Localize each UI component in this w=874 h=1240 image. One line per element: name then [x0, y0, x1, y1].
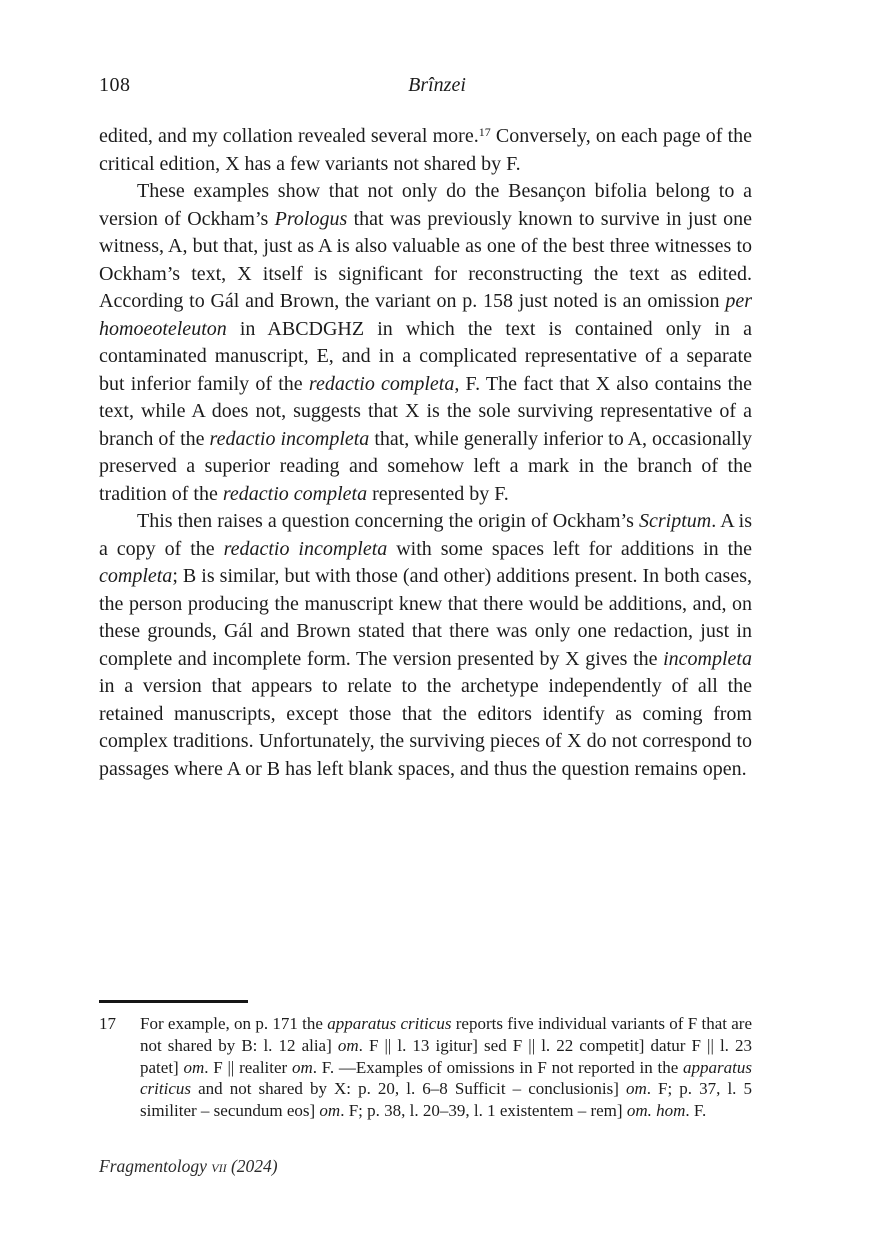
text-segment: edited, and my collation revealed several more.: [99, 125, 479, 147]
text-segment: apparatus criticus: [140, 1057, 752, 1099]
text-segment: For example, on p. 171 the: [140, 1014, 328, 1033]
text-segment: . F. —Examples of omissions in F not reported in the: [312, 1057, 684, 1077]
text-segment: redactio completa: [222, 482, 368, 505]
text-segment: in a version that appears to relate to the archetype independently of all the retained manuscripts, except those that the editors identify as coming from complex traditions. Unfortunately, the surviving pieces of X do not correspond to passages where A or B has left blank spaces, and thus the question remains open.: [99, 675, 752, 780]
journal-footer-line: [99, 1156, 278, 1176]
text-segment: . F || l. 13 igitur] sed F || l. 22 competit] datur F || l. 23 patet]: [140, 1035, 752, 1077]
text-segment: These examples show that not only do the Besançon bifolia belong to a version of Ockham’s: [99, 180, 752, 230]
footnote-list: [99, 1013, 752, 1122]
journal-footer: [99, 1156, 278, 1177]
text-segment: om. hom: [626, 1101, 686, 1121]
text-segment: per homoeoteleuton: [99, 290, 752, 340]
text-segment: Conversely, on each page of the critical edition, X has a few variants not shared by F.: [99, 125, 753, 175]
footnote-number: 17: [99, 1014, 116, 1033]
text-segment: reports five individual variants of F that are not shared by B: l. 12 alia]: [140, 1014, 753, 1055]
text-segment: ; B is similar, but with those (and other) additions present. In both cases, the person producing the manuscript knew that there would be additions, and, on these grounds, Gál and Brown stated that there was only one redaction, just in complete and incomplete form. The version presented by X gives the: [99, 565, 752, 670]
page-header: [0, 74, 874, 102]
text-segment: . F; p. 37, l. 5 similiter – secundum eos]: [140, 1079, 752, 1121]
footnote-rule: [99, 1000, 248, 1003]
paragraph: [99, 178, 752, 508]
text-segment: that was previously known to survive in just one witness, A, but that, just as A is also valuable as one of the best three witnesses to Ockham’s text, X itself is significant for reconstructing the text as edited. According to Gál and Brown, the variant on p. 158 just noted is an omission: [99, 207, 752, 312]
text-segment: redactio incompleta: [223, 537, 388, 560]
text-segment: om: [291, 1057, 313, 1077]
page-number: 108: [99, 74, 131, 96]
text-segment: apparatus criticus: [327, 1014, 452, 1033]
paragraph: [99, 123, 752, 178]
text-segment: om: [625, 1079, 647, 1099]
text-segment: . F.: [685, 1101, 707, 1121]
text-segment: with some spaces left for additions in the: [387, 537, 753, 560]
text-segment: Prologus: [274, 207, 348, 230]
text-segment: . A is a copy of the: [99, 510, 752, 560]
text-segment: Fragmentology: [99, 1156, 212, 1176]
text-segment: redactio completa: [308, 372, 455, 395]
text-segment: . F || realiter: [204, 1057, 292, 1077]
footnote-ref: 17: [478, 125, 491, 139]
text-segment: om: [337, 1035, 359, 1055]
footnote-text: [140, 1014, 752, 1120]
footnote-section: [99, 1000, 752, 1122]
text-segment: represented by F.: [367, 482, 509, 505]
paragraph: [99, 508, 752, 783]
text-segment: Scriptum: [639, 510, 712, 532]
text-segment: om: [183, 1057, 205, 1077]
article-body: [99, 123, 752, 783]
text-segment: completa: [99, 565, 173, 587]
text-segment: that, while generally inferior to A, occasionally preserved a superior reading and somehow left a mark in the branch of the tradition of the: [99, 427, 752, 505]
text-segment: vii: [211, 1156, 227, 1176]
text-segment: om: [319, 1101, 341, 1121]
text-segment: redactio incompleta: [209, 427, 370, 450]
text-segment: and not shared by X: p. 20, l. 6–8 Sufficit – conclusionis]: [191, 1079, 626, 1099]
running-head-author: Brînzei: [408, 74, 466, 96]
text-segment: This then raises a question concerning the origin of Ockham’s: [137, 510, 639, 532]
text-segment: (2024): [226, 1156, 278, 1176]
text-segment: incompleta: [663, 647, 752, 670]
text-segment: in ABCDGHZ in which the text is contained only in a contaminated manuscript, E, and in a complicated representative of a separate but inferior family of the: [99, 317, 752, 395]
footnote-item: [99, 1013, 752, 1122]
text-segment: , F. The fact that X also contains the text, while A does not, suggests that X is the sole surviving representative of a branch of the: [99, 372, 753, 450]
text-segment: . F; p. 38, l. 20–39, l. 1 existentem – rem]: [340, 1101, 627, 1121]
